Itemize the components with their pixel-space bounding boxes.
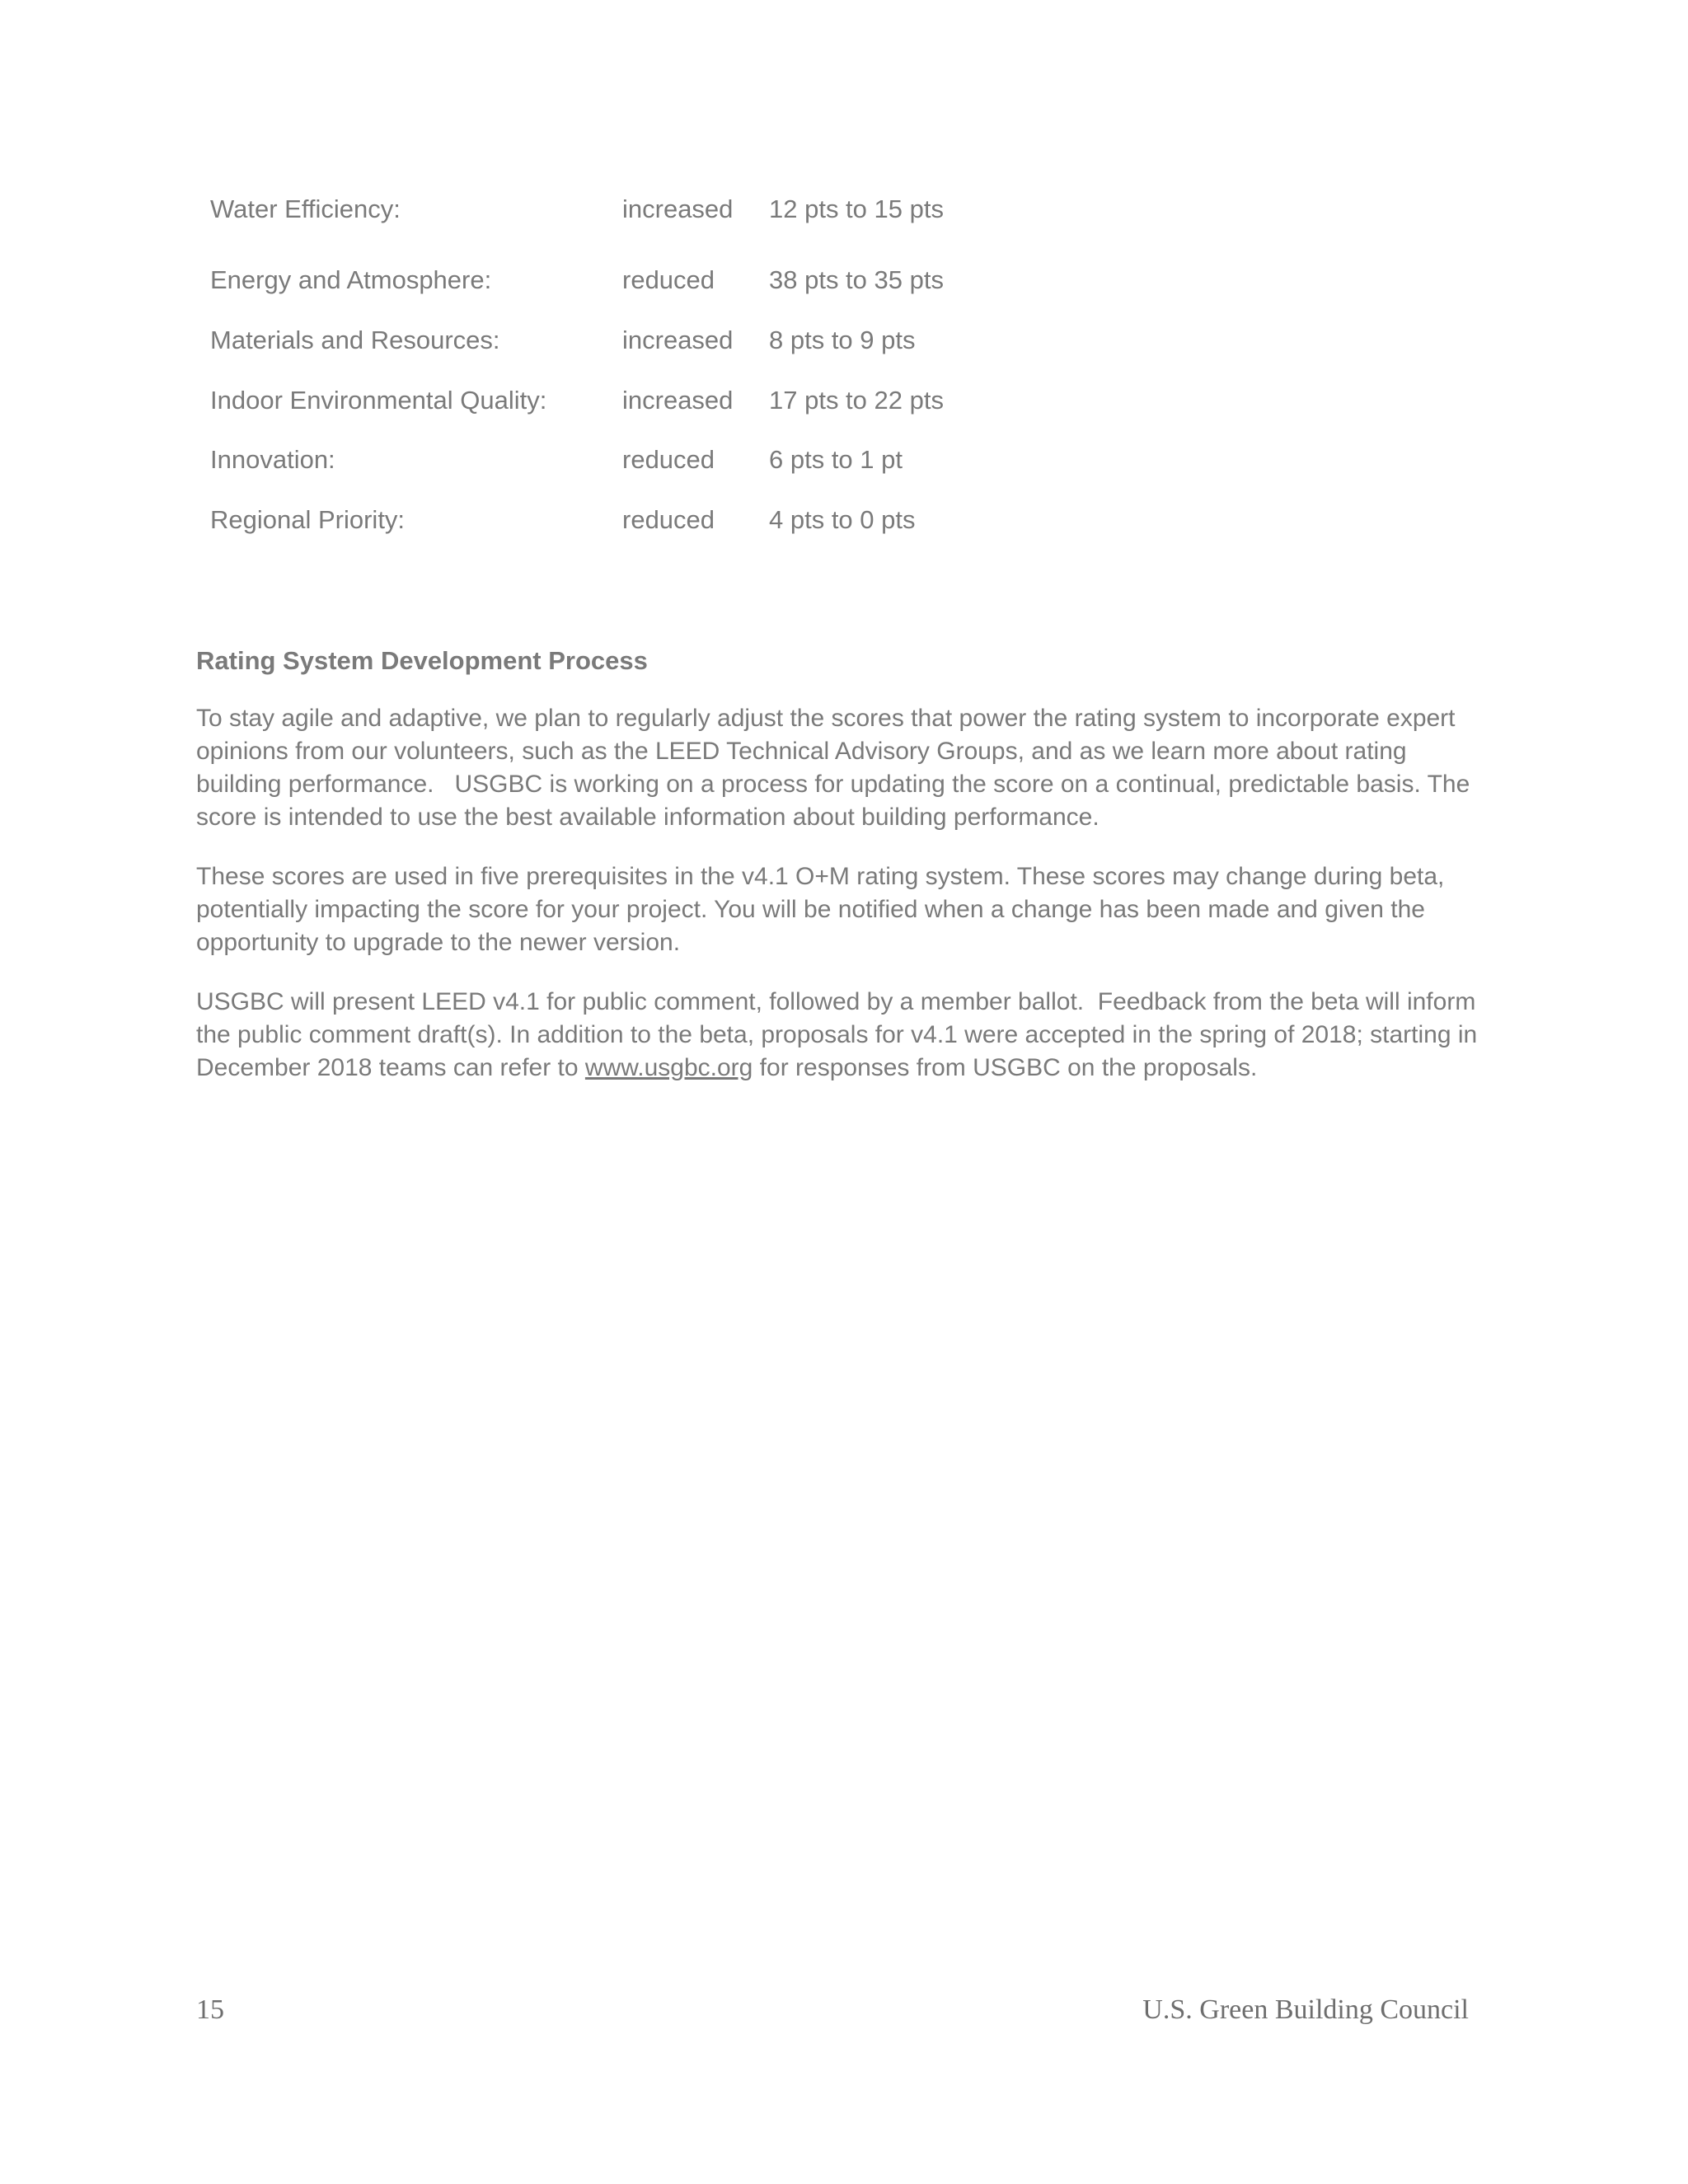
category-label: Indoor Environmental Quality:	[210, 386, 547, 415]
category-label: Energy and Atmosphere:	[210, 265, 492, 294]
paragraph-text-before-link: USGBC will present LEED v4.1 for public comment, followed by a member ballot. Feedback from the beta will inform the public comment draft(s). In addition to the beta, proposals for v4.1 were accepted in the spring of 2018; starting in December 2018 teams can refer to	[196, 988, 1484, 1081]
category-label: Innovation:	[210, 445, 335, 474]
point-range: 6 pts to 1 pt	[769, 445, 903, 474]
point-range: 17 pts to 22 pts	[769, 386, 944, 415]
change-direction: reduced	[622, 505, 715, 534]
paragraph-prerequisites: These scores are used in five prerequisites in the v4.1 O+M rating system. These scores may change during beta, potentially impacting the score for your project. You will be notified when a change has been made and given the opportunity to upgrade to the newer version.	[196, 863, 1451, 956]
category-label: Water Efficiency:	[210, 194, 401, 223]
change-direction: reduced	[622, 265, 715, 294]
paragraph-scores-adjustment: To stay agile and adaptive, we plan to regularly adjust the scores that power the rating system to incorporate expert opinions from our volunteers, such as the LEED Technical Advisory Groups, and as we learn more about rating building performance. USGBC is working on a process for updating the score on a continual, predictable basis. The score is intended to use the best available information about building performance.	[196, 705, 1477, 831]
point-range: 8 pts to 9 pts	[769, 326, 916, 354]
development-process-section	[196, 644, 1482, 1111]
change-direction: reduced	[622, 445, 715, 474]
section-heading: Rating System Development Process	[196, 646, 648, 675]
point-range: 38 pts to 35 pts	[769, 265, 944, 294]
paragraph-text-after-link: for responses from USGBC on the proposals.	[753, 1054, 1258, 1081]
usgbc-link[interactable]: www.usgbc.org	[584, 1054, 753, 1081]
page-number: 15	[196, 1994, 224, 2025]
category-label: Materials and Resources:	[210, 326, 500, 354]
change-direction: increased	[622, 386, 734, 415]
category-label: Regional Priority:	[210, 505, 406, 534]
organization-name: U.S. Green Building Council	[1142, 1994, 1469, 2025]
point-range: 4 pts to 0 pts	[769, 505, 916, 534]
point-range: 12 pts to 15 pts	[769, 194, 944, 223]
change-direction: increased	[622, 326, 734, 354]
change-direction: increased	[622, 194, 734, 223]
paragraph-public-comment	[196, 986, 1482, 1085]
